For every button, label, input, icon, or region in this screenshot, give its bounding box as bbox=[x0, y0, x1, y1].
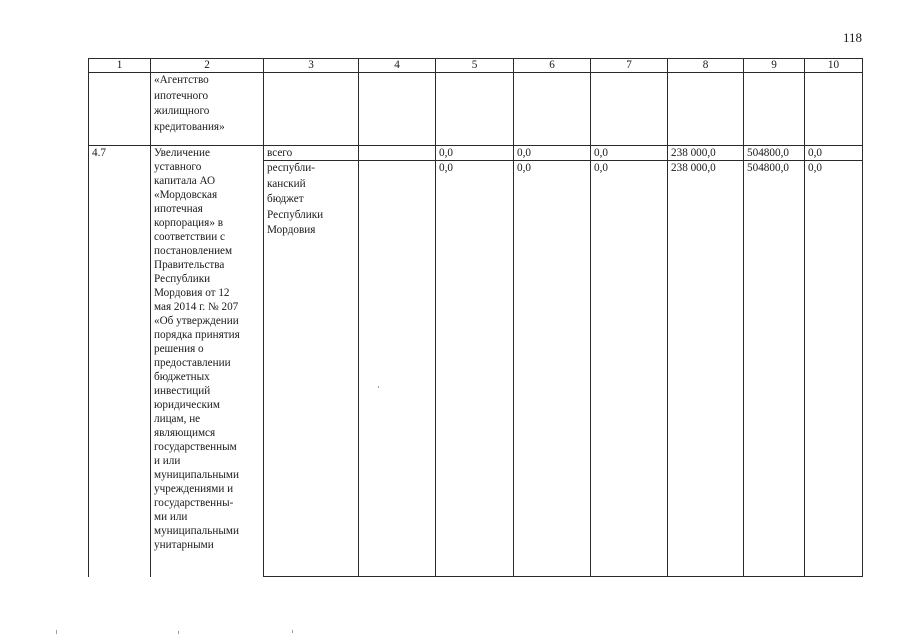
value-cell: 0,0 bbox=[591, 146, 668, 161]
value-cell: 0,0 bbox=[805, 161, 863, 577]
continued-item-name: «Агентство ипотечного жилищного кредитования» bbox=[151, 73, 264, 146]
scan-artifact bbox=[292, 630, 293, 633]
column-header: 2 bbox=[151, 59, 264, 73]
column-header: 8 bbox=[668, 59, 744, 73]
table-cell bbox=[805, 73, 863, 146]
table-cell bbox=[359, 73, 436, 146]
value-cell: 238 000,0 bbox=[668, 161, 744, 577]
value-cell: 0,0 bbox=[436, 161, 514, 577]
continuation-row bbox=[89, 73, 863, 146]
table-cell bbox=[591, 73, 668, 146]
scan-artifact bbox=[178, 631, 179, 634]
table-cell bbox=[359, 146, 436, 161]
value-cell: 504800,0 bbox=[744, 146, 805, 161]
value-cell: 0,0 bbox=[514, 146, 591, 161]
value-cell: 0,0 bbox=[591, 161, 668, 577]
funding-source: республи- канский бюджет Республики Мордовия bbox=[264, 161, 359, 577]
column-header: 3 bbox=[264, 59, 359, 73]
table-cell bbox=[514, 73, 591, 146]
table-cell bbox=[744, 73, 805, 146]
column-header-row bbox=[89, 59, 863, 73]
table-cell bbox=[436, 73, 514, 146]
column-header: 7 bbox=[591, 59, 668, 73]
page-number: 118 bbox=[842, 30, 862, 45]
column-header: 6 bbox=[514, 59, 591, 73]
value-cell: 0,0 bbox=[436, 146, 514, 161]
column-header: 10 bbox=[805, 59, 863, 73]
budget-table bbox=[88, 58, 863, 577]
funding-source: всего bbox=[264, 146, 359, 161]
scan-artifact bbox=[378, 386, 379, 388]
column-header: 5 bbox=[436, 59, 514, 73]
scan-artifact bbox=[56, 630, 57, 634]
table-cell bbox=[359, 161, 436, 577]
table-row-total bbox=[89, 146, 863, 161]
item-name: Увеличение уставного капитала АО «Мордовская ипотечная корпорация» в соответствии с постановлением Правительства Республики Мордовия от 12 мая 2014 г. № 207 «Об утверждении порядка принятия решения о предоставлении бюджетных инвестиций юридическим лицам, не являющимся государственным и или муниципальными учреждениями и государственны- ми или муниципальными унитарными bbox=[151, 146, 264, 577]
value-cell: 238 000,0 bbox=[668, 146, 744, 161]
value-cell: 504800,0 bbox=[744, 161, 805, 577]
table-cell bbox=[264, 73, 359, 146]
value-cell: 0,0 bbox=[805, 146, 863, 161]
column-header: 9 bbox=[744, 59, 805, 73]
column-header: 4 bbox=[359, 59, 436, 73]
column-header: 1 bbox=[89, 59, 151, 73]
table-cell bbox=[89, 73, 151, 146]
table-cell bbox=[668, 73, 744, 146]
item-number: 4.7 bbox=[89, 146, 151, 577]
value-cell: 0,0 bbox=[514, 161, 591, 577]
